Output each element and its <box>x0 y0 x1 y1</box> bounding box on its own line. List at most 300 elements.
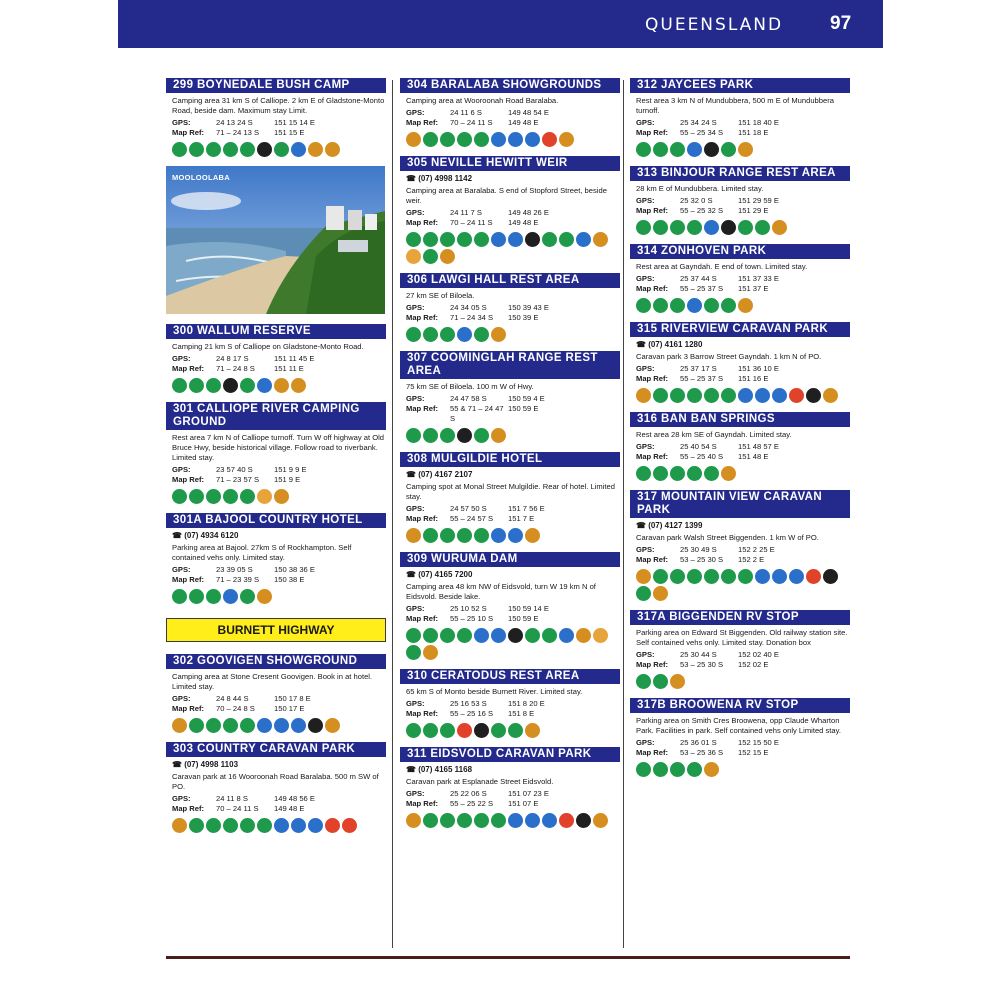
mapref-lat: 55 – 25 37 S <box>680 374 724 383</box>
gps-label: GPS: <box>172 794 191 803</box>
toilet-icon <box>474 232 489 247</box>
mapref-label: Map Ref: <box>172 475 205 484</box>
entry-312 <box>630 78 850 157</box>
mapref-label: Map Ref: <box>636 555 669 564</box>
mapref-lon: 151 11 E <box>274 364 304 373</box>
pets-icon <box>772 220 787 235</box>
caravan-icon <box>406 327 421 342</box>
toilet-icon <box>491 813 506 828</box>
mapref-lat: 55 & 71 – 24 47 S <box>450 404 504 423</box>
gps-lon: 151 9 9 E <box>274 465 307 474</box>
dump-point-icon <box>542 813 557 828</box>
picnic-table-icon <box>687 762 702 777</box>
gps-row <box>172 694 386 704</box>
caravan-icon <box>406 723 421 738</box>
mapref-lon: 152 2 E <box>738 555 765 564</box>
pets-icon <box>653 586 668 601</box>
no-fires-icon <box>542 132 557 147</box>
mapref-label: Map Ref: <box>406 514 439 523</box>
gps-row <box>406 303 620 313</box>
pets-icon <box>704 762 719 777</box>
dump-point-icon <box>291 718 306 733</box>
boat-ramp-icon <box>576 232 591 247</box>
shade-icon <box>240 378 255 393</box>
entry-title: 304 BARALABA SHOWGROUNDS <box>400 78 620 93</box>
mapref-lon: 150 39 E <box>508 313 539 322</box>
campervan-icon <box>206 142 221 157</box>
toilet-icon <box>738 569 753 584</box>
fire-pit-icon <box>721 220 736 235</box>
fee-icon <box>406 528 421 543</box>
gps-row <box>406 789 620 799</box>
entry-title: 300 WALLUM RESERVE <box>166 324 386 339</box>
gps-lat: 25 30 49 S <box>680 545 717 554</box>
pets-icon <box>670 674 685 689</box>
pets-icon <box>440 249 455 264</box>
toilet-icon <box>474 528 489 543</box>
no-pets-icon <box>325 818 340 833</box>
location-photo <box>166 166 385 314</box>
mapref-row <box>172 704 386 714</box>
mapref-label: Map Ref: <box>406 799 439 808</box>
facility-icons <box>172 378 386 393</box>
toilet-icon <box>670 142 685 157</box>
cabin-icon <box>240 818 255 833</box>
tent-icon <box>189 489 204 504</box>
campervan-icon <box>653 142 668 157</box>
gps-label: GPS: <box>406 108 425 117</box>
caravan-icon <box>406 628 421 643</box>
gps-lat: 24 11 7 S <box>450 208 482 217</box>
pets-icon <box>525 528 540 543</box>
column-1 <box>166 78 386 842</box>
caravan-icon <box>636 466 651 481</box>
water-icon <box>508 232 523 247</box>
mapref-label: Map Ref: <box>406 313 439 322</box>
gps-row <box>636 118 850 128</box>
mapref-lat: 55 – 25 37 S <box>680 284 724 293</box>
water-icon <box>457 327 472 342</box>
entry-title: 317A BIGGENDEN RV STOP <box>630 610 850 625</box>
mapref-lon: 151 7 E <box>508 514 535 523</box>
caravan-icon <box>189 718 204 733</box>
phone-number: ☎ (07) 4934 6120 <box>172 531 239 540</box>
highway-banner: BURNETT HIGHWAY <box>166 618 386 642</box>
mapref-lat: 55 – 25 34 S <box>680 128 724 137</box>
entry-title: 305 NEVILLE HEWITT WEIR <box>400 156 620 171</box>
picnic-table-icon <box>491 723 506 738</box>
gps-lat: 25 10 52 S <box>450 604 487 613</box>
entry-title: 316 BAN BAN SPRINGS <box>630 412 850 427</box>
tent-icon <box>440 528 455 543</box>
gps-lon: 151 48 57 E <box>738 442 779 451</box>
mapref-lon: 150 59 E <box>508 614 539 623</box>
pets-icon <box>325 142 340 157</box>
toilet-icon <box>206 378 221 393</box>
toilet-icon <box>670 762 685 777</box>
mapref-lon: 152 02 E <box>738 660 769 669</box>
gps-label: GPS: <box>172 354 191 363</box>
pets-icon <box>721 466 736 481</box>
gps-lat: 24 8 17 S <box>216 354 249 363</box>
facility-icons <box>636 674 850 689</box>
phone-number: ☎ (07) 4165 7200 <box>406 570 473 579</box>
gps-label: GPS: <box>172 465 191 474</box>
mapref-label: Map Ref: <box>636 374 669 383</box>
water-icon <box>755 388 770 403</box>
caravan-icon <box>636 674 651 689</box>
gps-lat: 25 37 44 S <box>680 274 717 283</box>
playground-icon <box>406 249 421 264</box>
photo-caption: MOOLOOLABA <box>172 173 230 182</box>
mapref-lat: 55 – 25 22 S <box>450 799 494 808</box>
mapref-row <box>636 748 850 758</box>
toilet-icon <box>687 220 702 235</box>
caravan-icon <box>636 762 651 777</box>
campervan-icon <box>423 723 438 738</box>
toilet-icon <box>240 142 255 157</box>
powered-site-icon <box>653 569 668 584</box>
entry-title: 314 ZONHOVEN PARK <box>630 244 850 259</box>
mapref-label: Map Ref: <box>636 206 669 215</box>
mapref-lat: 71 – 24 34 S <box>450 313 494 322</box>
campervan-icon <box>223 718 238 733</box>
entry-307 <box>400 351 620 443</box>
mapref-row <box>636 374 850 384</box>
tent-icon <box>457 813 472 828</box>
gps-row <box>406 604 620 614</box>
mapref-lat: 70 – 24 8 S <box>216 704 255 713</box>
page-number: 97 <box>830 13 852 34</box>
mapref-row <box>406 614 620 624</box>
caravan-icon <box>636 142 651 157</box>
entry-description: Camping area at Stone Cresent Goovigen. Book in at hotel. Limited stay. <box>172 672 373 691</box>
toilet-icon <box>257 818 272 833</box>
mapref-lat: 71 – 23 57 S <box>216 475 260 484</box>
gps-row <box>636 274 850 284</box>
car-icon <box>223 142 238 157</box>
mapref-row <box>172 475 386 485</box>
caravan-icon <box>670 388 685 403</box>
pets-icon <box>491 327 506 342</box>
mapref-lon: 151 9 E <box>274 475 301 484</box>
mapref-row <box>406 404 620 424</box>
mapref-row <box>172 575 386 585</box>
water-icon <box>508 528 523 543</box>
fire-pit-icon <box>525 232 540 247</box>
facility-icons <box>406 628 620 660</box>
gps-row <box>406 699 620 709</box>
dump-point-icon <box>308 818 323 833</box>
fire-pit-icon <box>576 813 591 828</box>
gps-label: GPS: <box>172 565 191 574</box>
fee-icon <box>172 818 187 833</box>
mapref-lon: 151 48 E <box>738 452 769 461</box>
caravan-icon <box>189 818 204 833</box>
shower-icon <box>738 388 753 403</box>
picnic-table-icon <box>474 327 489 342</box>
mapref-label: Map Ref: <box>636 128 669 137</box>
entry-title: 303 COUNTRY CARAVAN PARK <box>166 742 386 757</box>
mapref-row <box>172 128 386 138</box>
fire-pit-icon <box>457 428 472 443</box>
campervan-icon <box>423 428 438 443</box>
shade-icon <box>755 220 770 235</box>
water-icon <box>291 142 306 157</box>
fee-icon <box>406 132 421 147</box>
picnic-table-icon <box>738 220 753 235</box>
facility-icons <box>172 818 386 833</box>
no-fires-icon <box>342 818 357 833</box>
mapref-row <box>172 364 386 374</box>
mapref-lon: 151 8 E <box>508 709 535 718</box>
shower-icon <box>274 818 289 833</box>
toilet-icon <box>670 466 685 481</box>
fishing-icon <box>274 378 289 393</box>
mapref-lat: 55 – 24 57 S <box>450 514 494 523</box>
campervan-icon <box>423 327 438 342</box>
mapref-lat: 55 – 25 16 S <box>450 709 494 718</box>
gps-lon: 150 59 4 E <box>508 394 545 403</box>
gps-lon: 151 8 20 E <box>508 699 545 708</box>
mapref-lat: 55 – 25 40 S <box>680 452 724 461</box>
mapref-lat: 71 – 23 39 S <box>216 575 260 584</box>
campervan-icon <box>653 466 668 481</box>
fee-icon <box>636 388 651 403</box>
toilet-icon <box>457 628 472 643</box>
mapref-lat: 70 – 24 11 S <box>450 218 493 227</box>
gps-lat: 25 30 44 S <box>680 650 717 659</box>
entry-title: 306 LAWGI HALL REST AREA <box>400 273 620 288</box>
gps-label: GPS: <box>172 694 191 703</box>
gps-lat: 24 11 8 S <box>216 794 248 803</box>
entry-description: Camping area at Baralaba. S end of Stopford Street, beside weir. <box>406 186 607 205</box>
caravan-icon <box>423 132 438 147</box>
pets-icon <box>823 388 838 403</box>
bottom-rule <box>166 956 850 959</box>
entry-description: Parking area on Smith Cres Broowena, opp Claude Wharton Park. Facilities in park. Self contained vehs only Limited stay. <box>636 716 841 735</box>
gps-row <box>406 208 620 218</box>
shower-icon <box>491 132 506 147</box>
campervan-icon <box>653 298 668 313</box>
gps-lat: 25 37 17 S <box>680 364 717 373</box>
mapref-lat: 55 – 25 32 S <box>680 206 724 215</box>
entry-317a <box>630 610 850 689</box>
gps-lon: 151 07 23 E <box>508 789 549 798</box>
gps-lat: 24 13 24 S <box>216 118 253 127</box>
gps-label: GPS: <box>636 738 655 747</box>
entry-description: Rest area 3 km N of Mundubbera, 500 m E of Mundubbera turnoff. <box>636 96 834 115</box>
shade-icon <box>542 628 557 643</box>
mapref-lon: 152 15 E <box>738 748 769 757</box>
toilet-icon <box>240 718 255 733</box>
gps-lat: 24 57 50 S <box>450 504 487 513</box>
pets-icon <box>325 718 340 733</box>
gps-lat: 23 39 05 S <box>216 565 253 574</box>
mapref-label: Map Ref: <box>172 704 205 713</box>
campervan-icon <box>189 378 204 393</box>
caravan-icon <box>636 298 651 313</box>
mapref-row <box>172 804 386 814</box>
mapref-lon: 150 38 E <box>274 575 305 584</box>
entry-title: 310 CERATODUS REST AREA <box>400 669 620 684</box>
gps-label: GPS: <box>636 442 655 451</box>
gps-lon: 151 36 10 E <box>738 364 779 373</box>
entry-description: Camping 21 km S of Calliope on Gladstone-Monto Road. <box>172 342 364 351</box>
mapref-row <box>406 709 620 719</box>
mapref-lat: 70 – 24 11 S <box>216 804 259 813</box>
entry-title: 299 BOYNEDALE BUSH CAMP <box>166 78 386 93</box>
caravan-icon <box>406 428 421 443</box>
gps-lat: 23 57 40 S <box>216 465 253 474</box>
gps-lon: 150 38 36 E <box>274 565 315 574</box>
entry-description: Rest area 28 km SE of Gayndah. Limited stay. <box>636 430 792 439</box>
facility-icons <box>172 142 386 157</box>
entry-316 <box>630 412 850 481</box>
mapref-row <box>636 555 850 565</box>
entry-315 <box>630 322 850 403</box>
entry-title: 312 JAYCEES PARK <box>630 78 850 93</box>
pets-icon <box>257 589 272 604</box>
pets-icon <box>738 298 753 313</box>
unpowered-site-icon <box>670 569 685 584</box>
entry-301a <box>166 513 386 604</box>
caravan-icon <box>687 569 702 584</box>
entry-description: Caravan park at 16 Wooroonah Road Baralaba. 500 m SW of PO. <box>172 772 379 791</box>
gps-label: GPS: <box>636 196 655 205</box>
boat-ramp-icon <box>559 628 574 643</box>
gps-lat: 25 22 06 S <box>450 789 487 798</box>
mapref-lat: 53 – 25 36 S <box>680 748 724 757</box>
campervan-icon <box>206 489 221 504</box>
phone-number: ☎ (07) 4998 1103 <box>172 760 239 769</box>
gps-lon: 152 15 50 E <box>738 738 779 747</box>
gps-label: GPS: <box>406 208 425 217</box>
region-title: QUEENSLAND <box>645 15 784 35</box>
fire-pit-icon <box>223 378 238 393</box>
facility-icons <box>636 762 850 777</box>
mapref-lon: 151 07 E <box>508 799 539 808</box>
caravan-icon <box>636 220 651 235</box>
entry-description: 27 km SE of Biloela. <box>406 291 475 300</box>
tent-icon <box>189 142 204 157</box>
entry-title: 313 BINJOUR RANGE REST AREA <box>630 166 850 181</box>
facility-icons <box>406 813 620 828</box>
mapref-lon: 151 16 E <box>738 374 769 383</box>
gps-lon: 149 48 56 E <box>274 794 315 803</box>
fire-pit-icon <box>806 388 821 403</box>
campervan-icon <box>223 818 238 833</box>
gps-row <box>172 118 386 128</box>
picnic-table-icon <box>542 232 557 247</box>
entry-317 <box>630 490 850 601</box>
entry-299 <box>166 78 386 157</box>
caravan-icon <box>172 589 187 604</box>
facility-icons <box>406 528 620 543</box>
facility-icons <box>636 142 850 157</box>
toilet-icon <box>440 723 455 738</box>
entry-description: Camping area 31 km S of Calliope. 2 km E of Gladstone-Monto Road, beside dam. Maximum stay Limit. <box>172 96 385 115</box>
gps-lon: 149 48 26 E <box>508 208 549 217</box>
mapref-label: Map Ref: <box>172 364 205 373</box>
gps-lat: 25 34 24 S <box>680 118 717 127</box>
shower-icon <box>257 718 272 733</box>
gps-label: GPS: <box>406 394 425 403</box>
entry-301 <box>166 402 386 504</box>
column-divider <box>392 80 393 948</box>
gps-label: GPS: <box>636 118 655 127</box>
mapref-label: Map Ref: <box>406 218 439 227</box>
entry-302 <box>166 654 386 733</box>
gps-lon: 151 29 59 E <box>738 196 779 205</box>
pets-icon <box>593 813 608 828</box>
facility-icons <box>636 569 850 601</box>
gps-row <box>172 354 386 364</box>
gps-row <box>636 364 850 374</box>
entry-title: 315 RIVERVIEW CARAVAN PARK <box>630 322 850 337</box>
entry-description: Caravan park at Esplanade Street Eidsvold. <box>406 777 554 786</box>
playground-icon <box>593 628 608 643</box>
gps-row <box>406 504 620 514</box>
mapref-lat: 55 – 25 10 S <box>450 614 494 623</box>
facility-icons <box>636 220 850 235</box>
mapref-lat: 71 – 24 13 S <box>216 128 260 137</box>
toilet-icon <box>440 327 455 342</box>
campervan-icon <box>721 569 736 584</box>
entry-description: Rest area at Gayndah. E end of town. Limited stay. <box>636 262 808 271</box>
phone-number: ☎ (07) 4127 1399 <box>636 521 703 530</box>
mapref-row <box>406 118 620 128</box>
gps-row <box>636 442 850 452</box>
campervan-icon <box>474 813 489 828</box>
swimming-icon <box>423 249 438 264</box>
mapref-lon: 149 48 E <box>274 804 305 813</box>
entry-310 <box>400 669 620 738</box>
picnic-table-icon <box>721 142 736 157</box>
entry-title: 301 CALLIOPE RIVER CAMPING GROUND <box>166 402 386 430</box>
gps-row <box>406 108 620 118</box>
mapref-label: Map Ref: <box>172 128 205 137</box>
pets-icon <box>291 378 306 393</box>
water-icon <box>274 718 289 733</box>
entry-title: 307 COOMINGLAH RANGE REST AREA <box>400 351 620 379</box>
entry-title: 317 MOUNTAIN VIEW CARAVAN PARK <box>630 490 850 518</box>
mapref-label: Map Ref: <box>172 575 205 584</box>
gps-lon: 149 48 54 E <box>508 108 549 117</box>
tent-icon <box>423 628 438 643</box>
campervan-icon <box>653 674 668 689</box>
facility-icons <box>636 466 850 481</box>
gps-row <box>636 545 850 555</box>
gps-lat: 24 8 44 S <box>216 694 249 703</box>
water-icon <box>772 569 787 584</box>
mapref-lon: 151 18 E <box>738 128 769 137</box>
car-icon <box>457 232 472 247</box>
gps-label: GPS: <box>406 699 425 708</box>
mapref-lat: 53 – 25 30 S <box>680 555 724 564</box>
mapref-row <box>406 218 620 228</box>
mapref-lon: 149 48 E <box>508 118 539 127</box>
gps-lon: 150 59 14 E <box>508 604 549 613</box>
caravan-icon <box>172 142 187 157</box>
caravan-icon <box>172 378 187 393</box>
gps-label: GPS: <box>172 118 191 127</box>
mapref-label: Map Ref: <box>406 614 439 623</box>
powered-site-icon <box>653 388 668 403</box>
tent-icon <box>440 132 455 147</box>
entry-description: Camping spot at Monal Street Mulgildie. Rear of hotel. Limited stay. <box>406 482 615 501</box>
mapref-row <box>406 514 620 524</box>
